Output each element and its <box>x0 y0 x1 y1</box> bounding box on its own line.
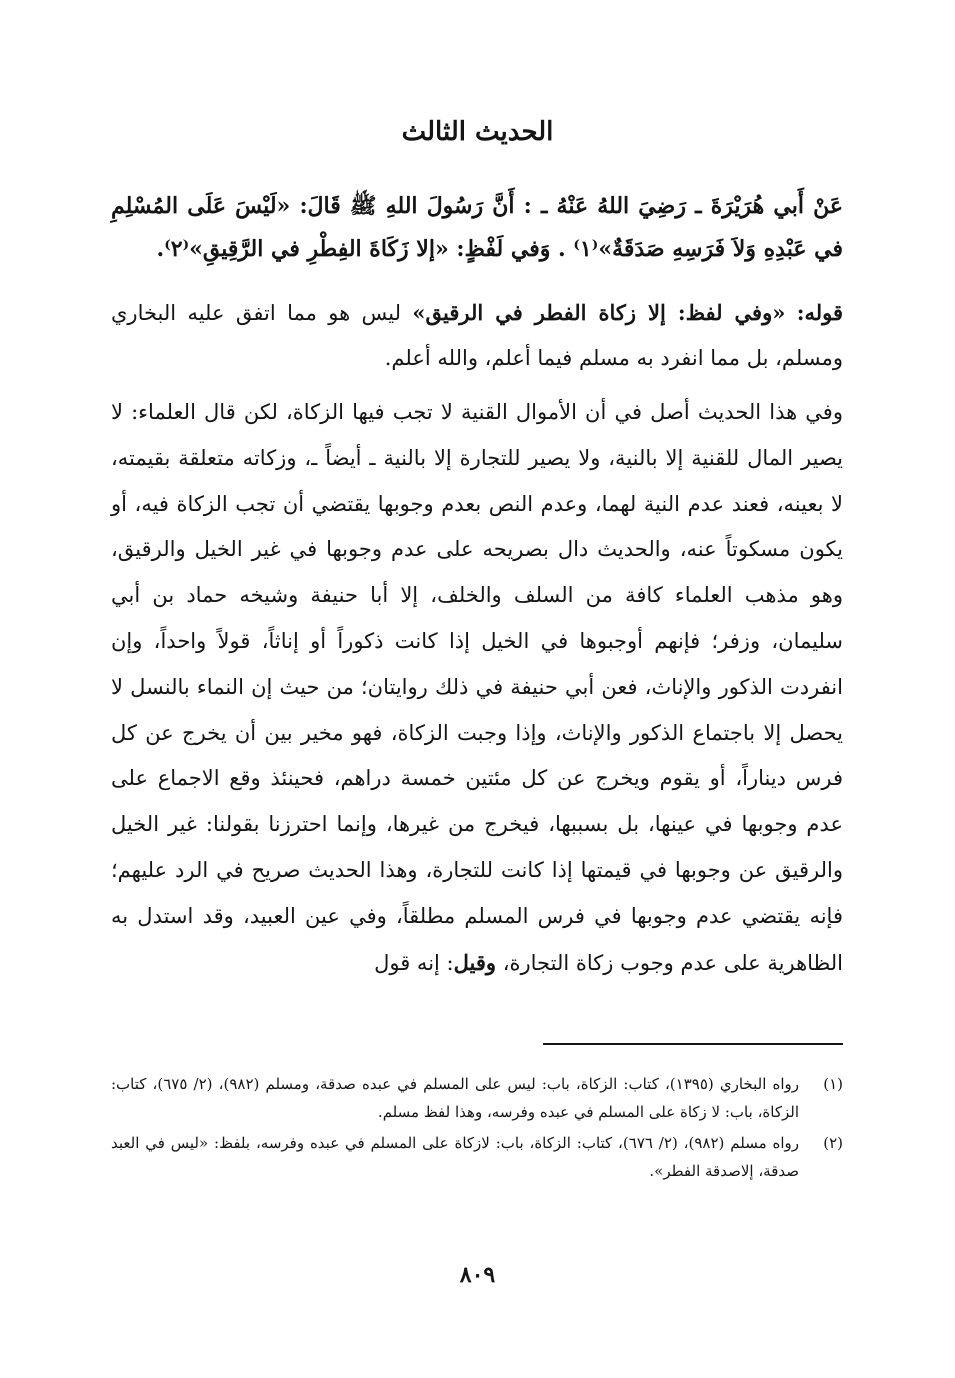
commentary-body-part2: : إنه قول <box>374 950 454 975</box>
footnote-separator <box>543 1043 843 1045</box>
hadith-alt-wording: «إلا زَكَاةَ الفِطْرِ في الرَّقِيقِ» <box>189 236 449 262</box>
commentary-quote: «وفي لفظ: إلا زكاة الفطر في الرقيق» <box>412 300 786 325</box>
hadith-end: . <box>156 236 165 262</box>
footnote-text: رواه البخاري (١٣٩٥)، كتاب: الزكاة، باب: ليس على المسلم في عبده صدقة، ومسلم (٩٨٢)، (٢/ ٦٧٥)، كتاب: الزكاة، باب: لا زكاة على المسلم في عبده وفرسه، وهذا لفظ مسلم. <box>111 1075 799 1121</box>
commentary-intro <box>111 290 843 381</box>
footnote-text: رواه مسلم (٩٨٢)، (٢/ ٦٧٦)، كتاب: الزكاة، باب: لازكاة على المسلم في عبده وفرسه، بلفظ: «ليس في العبد صدقة، إلاصدقة الفطر». <box>111 1134 799 1180</box>
hadith-said-intro: : أَنَّ رَسُولَ اللهِ ﷺ قَالَ: <box>299 193 532 219</box>
footnote-marker-1: ⁽١⁾ <box>573 236 599 262</box>
footnote-marker-2: ⁽٢⁾ <box>164 236 190 262</box>
hadith-text <box>111 185 843 271</box>
hadith-connector: . وَفي لَفْظٍ: <box>456 236 566 262</box>
hadith-chain: عَنْ أَبي هُرَيْرَةَ ـ رَضِيَ اللهُ عَنْهُ ـ <box>540 193 843 219</box>
footnotes <box>111 1070 843 1185</box>
page-number: ٨٠٩ <box>459 1262 496 1288</box>
commentary-body-part1: وفي هذا الحديث أصل في أن الأموال القنية لا تجب فيها الزكاة، لكن قال العلماء: لا يصير المال للقنية إلا بالنية، ولا يصير للتجارة إلا بالنية ـ أيضاً ـ، وزكاته متعلقة بقيمته، لا بعينه، فعند عدم النية لهما، وعدم النص بعدم وجوبها يقتضي أن تجب الزكاة فيه، أو يكون مسكوتاً عنه، والحديث دال بصريحه على عدم وجوبها في غير الخيل والرقيق، وهو مذهب العلماء كافة من السلف والخلف، إلا أبا حنيفة وشيخه حماد بن أبي سليمان، وزفر؛ فإنهم أوجبوها في الخيل إذا كانت ذكوراً أو إناثاً، قولاً واحداً، وإن انفردت الذكور والإناث، فعن أبي حنيفة في ذلك روايتان؛ من حيث إن النماء بالنسل لا يحصل إلا باجتماع الذكور والإناث، وإذا وجبت الزكاة، فهو مخير بين أن يخرج عن كل فرس ديناراً، أو يقوم ويخرج عن كل مئتين خمسة دراهم، فحينئذ وقع الاجماع على عدم وجوبها في عينها، بل بسببها، فيخرج من غيرها، وإنما احترزنا بقولنا: غير الخيل والرقيق عن وجوبها في قيمتها إذا كانت للتجارة، وهذا الحديث صريح في الرد عليهم؛ فإنه يقتضي عدم وجوبها في فرس المسلم مطلقاً، وفي عين العبيد، وقد استدل به الظاهرية على عدم وجوب زكاة التجارة، <box>111 400 843 975</box>
commentary-body <box>111 390 843 986</box>
commentary-intro-rest: ليس هو مما اتفق عليه البخاري ومسلم، بل مما انفرد به مسلم فيما أعلم، والله أعلم. <box>111 301 843 370</box>
commentary-bold-word: وقيل <box>453 949 497 975</box>
footnote-number: (٢) <box>823 1134 843 1152</box>
chapter-heading: الحديث الثالث <box>401 117 554 147</box>
commentary-label: قوله: <box>796 300 844 325</box>
footnote-item <box>111 1129 843 1185</box>
hadith-main-text: «لَيْسَ عَلَى المُسْلِمِ في عَبْدِهِ وَلاَ فَرَسِهِ صَدَقَةٌ» <box>111 193 843 262</box>
footnote-number: (١) <box>823 1075 843 1093</box>
footnote-item <box>111 1070 843 1126</box>
